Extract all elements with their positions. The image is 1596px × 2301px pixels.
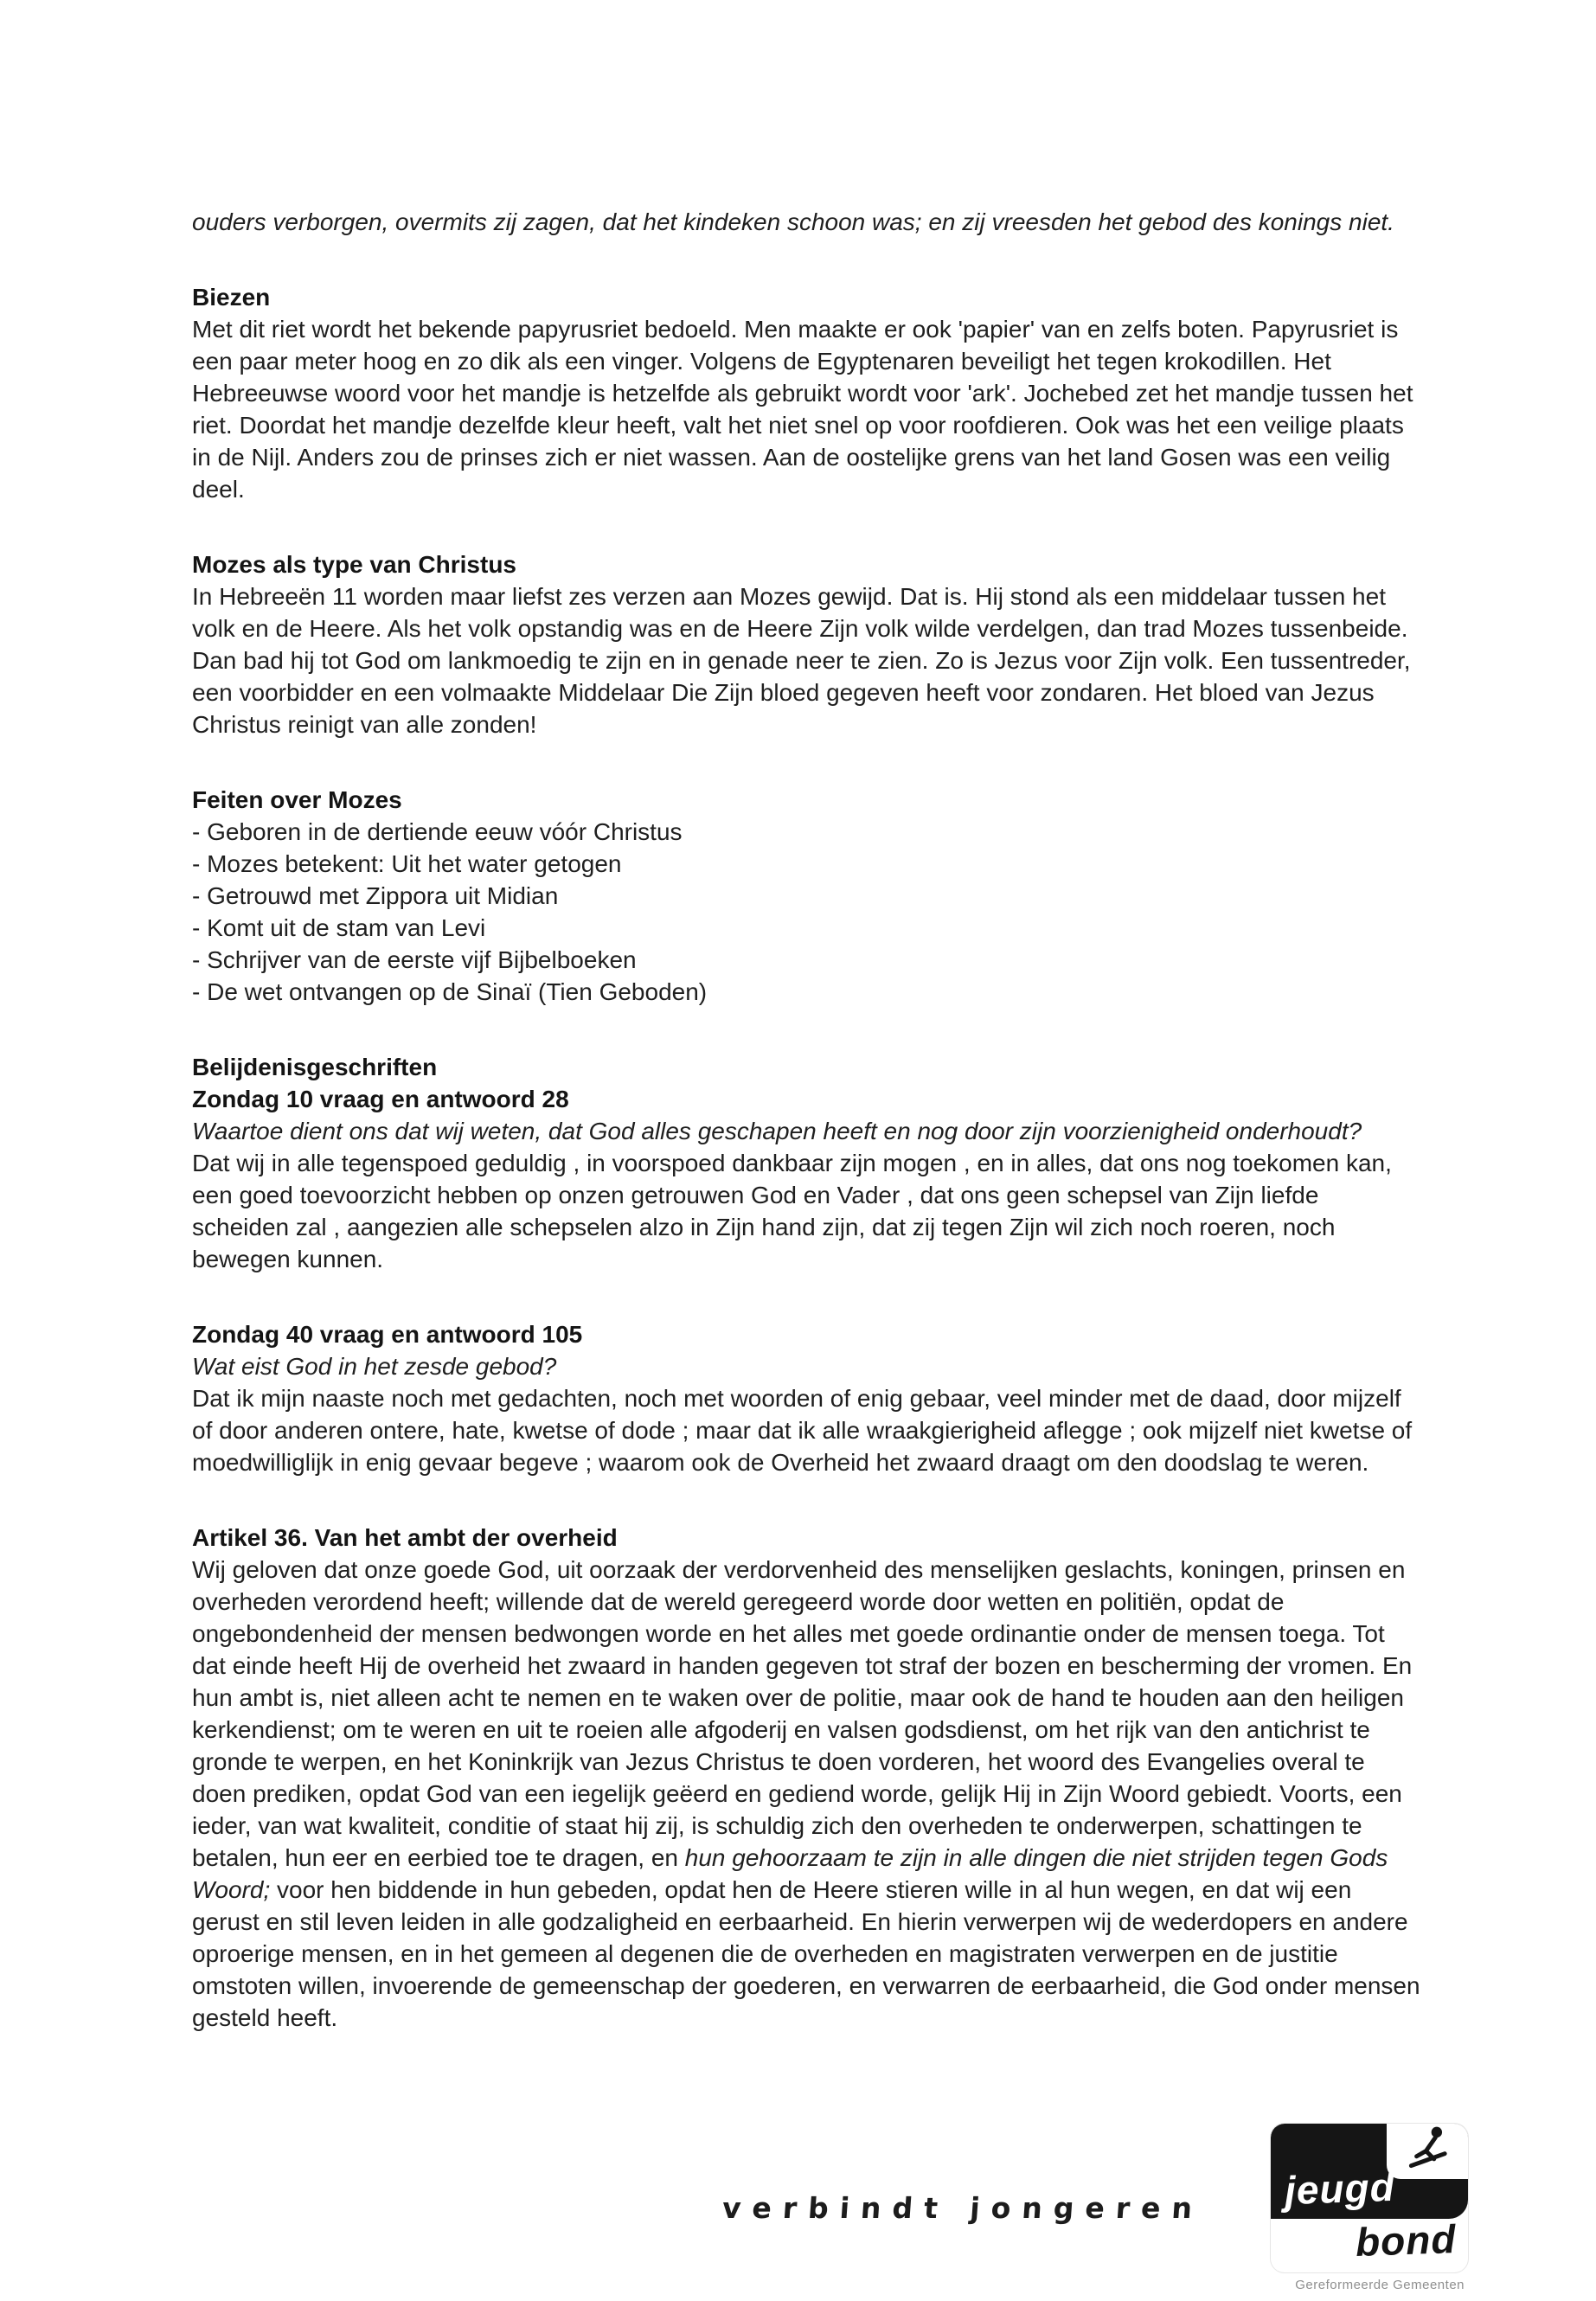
skier-figure-icon (1401, 2124, 1454, 2181)
section-biezen (192, 281, 1422, 505)
fact-item: - Mozes betekent: Uit het water getogen (192, 850, 622, 877)
logo-subtext: Gereformeerde Gemeenten (1295, 2278, 1465, 2292)
section-heading-biezen: Biezen (192, 284, 271, 311)
fact-item: - Komt uit de stam van Levi (192, 914, 486, 941)
scripture-quote: ouders verborgen, overmits zij zagen, dat het kindeken schoon was; en zij vreesden het gebod des konings niet. (192, 208, 1394, 235)
section-body-artikel-36: Wij geloven dat onze goede God, uit oorzaak der verdorvenheid des menselijken geslachts, koningen, prinsen en overheden verordend heeft; willende dat de wereld geregeerd worde door wetten en politiën, opdat de ongebondenheid der mensen bedwongen worde en het alles met goede ordinantie onder de mensen toega. Tot dat einde heeft Hij de overheid het zwaard in handen gegeven tot straf der bozen en bescherming der vromen. En hun ambt is, niet alleen acht te nemen en te waken over de politie, maar ook de hand te houden aan den heiligen kerkendienst; om te weren en uit te roeien alle afgoderij en valsen godsdienst, om het rijk van den antichrist te gronde te werpen, en het Koninkrijk van Jezus Christus te doen vorderen, het woord des Evangelies overal te doen prediken, opdat God van een iegelijk geëerd en gediend worde, gelijk Hij in Zijn Woord gebiedt. Voorts, een ieder, van wat kwaliteit, conditie of staat hij zij, is schuldig zich den overheden te onderwerpen, schattingen te betalen, hun eer en eerbied toe te dragen, en hun gehoorzaam te zijn in alle dingen die niet strijden tegen Gods Woord; voor hen biddende in hun gebeden, opdat hen de Heere stieren wille in al hun wegen, en dat wij een gerust en stil leven leiden in alle godzaligheid en eerbaarheid. En hierin verwerpen wij de wederdopers en andere oproerige mensen, en in het gemeen al degenen die de overheden en magistraten verwerpen en de justitie omstoten willen, invoerende de gemeenschap der goederen, en verwarren de eerbaarheid, die God onder mensen gesteld heeft. (192, 1556, 1420, 2031)
tagline-verbindt-jongeren: verbindt jongeren (721, 2191, 1205, 2225)
section-heading-zondag-40: Zondag 40 vraag en antwoord 105 (192, 1321, 583, 1348)
logo-notch (1387, 2124, 1468, 2179)
section-heading-mozes-type: Mozes als type van Christus (192, 551, 517, 578)
section-mozes-type-van-christus (192, 548, 1422, 740)
page-footer (722, 2124, 1468, 2292)
catechism-answer-105: Dat ik mijn naaste noch met gedachten, noch met woorden of enig gebaar, veel minder met de daad, door mijzelf of door anderen ontere, hate, kwetse of dode ; maar dat ik alle wraakgierigheid aflegge ; ook mijzelf niet kwetse of moedwilliglijk in enig gevaar begeve ; waarom ook de Overheid het zwaard draagt om den doodslag te weren. (192, 1385, 1413, 1476)
section-zondag-40 (192, 1318, 1422, 1478)
logo-text-bond: bond (1354, 2215, 1457, 2266)
section-heading-belijdenisgeschriften: Belijdenisgeschriften (192, 1054, 438, 1080)
section-artikel-36 (192, 1522, 1422, 2034)
jeugdbond-logo (1271, 2124, 1468, 2292)
catechism-answer-28: Dat wij in alle tegenspoed geduldig , in voorspoed dankbaar zijn mogen , en in alles, dat ons nog toekomen kan, een goed toevoorzicht hebben op onzen getrouwen God en Vader , dat ons geen schepsel van Zijn liefde scheiden zal , aangezien alle schepselen alzo in Zijn hand zijn, dat zij tegen Zijn wil zich noch roeren, noch bewegen kunnen. (192, 1150, 1392, 1272)
logo-box (1271, 2124, 1468, 2272)
document-content (192, 206, 1422, 2034)
fact-item: - Schrijver van de eerste vijf Bijbelboeken (192, 946, 637, 973)
fact-item: - De wet ontvangen op de Sinaï (Tien Geboden) (192, 978, 708, 1005)
section-heading-artikel-36: Artikel 36. Van het ambt der overheid (192, 1524, 618, 1551)
section-subheading-zondag-10: Zondag 10 vraag en antwoord 28 (192, 1086, 569, 1112)
section-feiten-over-mozes (192, 784, 1422, 1008)
section-belijdenisgeschriften (192, 1051, 1422, 1275)
catechism-question-105: Wat eist God in het zesde gebod? (192, 1353, 557, 1380)
section-body-biezen: Met dit riet wordt het bekende papyrusriet bedoeld. Men maakte er ook 'papier' van en zelfs boten. Papyrusriet is een paar meter hoog en zo dik als een vinger. Volgens de Egyptenaren beveiligt het tegen krokodillen. Het Hebreeuwse woord voor het mandje is hetzelfde als gebruikt wordt voor 'ark'. Jochebed zet het mandje tussen het riet. Doordat het mandje dezelfde kleur heeft, valt het niet snel op voor roofdieren. Ook was het een veilige plaats in de Nijl. Anders zou de prinses zich er niet wassen. Aan de oostelijke grens van het land Gosen was een veilig deel. (192, 316, 1413, 503)
section-body-mozes-type: In Hebreeën 11 worden maar liefst zes verzen aan Mozes gewijd. Dat is. Hij stond als een middelaar tussen het volk en de Heere. Als het volk opstandig was en de Heere Zijn volk wilde verdelgen, dan trad Mozes tussenbeide. Dan bad hij tot God om lankmoedig te zijn en in genade neer te zien. Zo is Jezus voor Zijn volk. Een tussentreder, een voorbidder en een volmaakte Middelaar Die Zijn bloed gegeven heeft voor zondaren. Het bloed van Jezus Christus reinigt van alle zonden! (192, 583, 1411, 738)
catechism-question-28: Waartoe dient ons dat wij weten, dat God alles geschapen heeft en nog door zijn voorzienigheid onderhoudt? (192, 1118, 1362, 1144)
section-heading-feiten: Feiten over Mozes (192, 786, 402, 813)
fact-item: - Geboren in de dertiende eeuw vóór Christus (192, 818, 683, 845)
fact-item: - Getrouwd met Zippora uit Midian (192, 882, 559, 909)
logo-text-jeugd: jeugd (1284, 2163, 1396, 2214)
